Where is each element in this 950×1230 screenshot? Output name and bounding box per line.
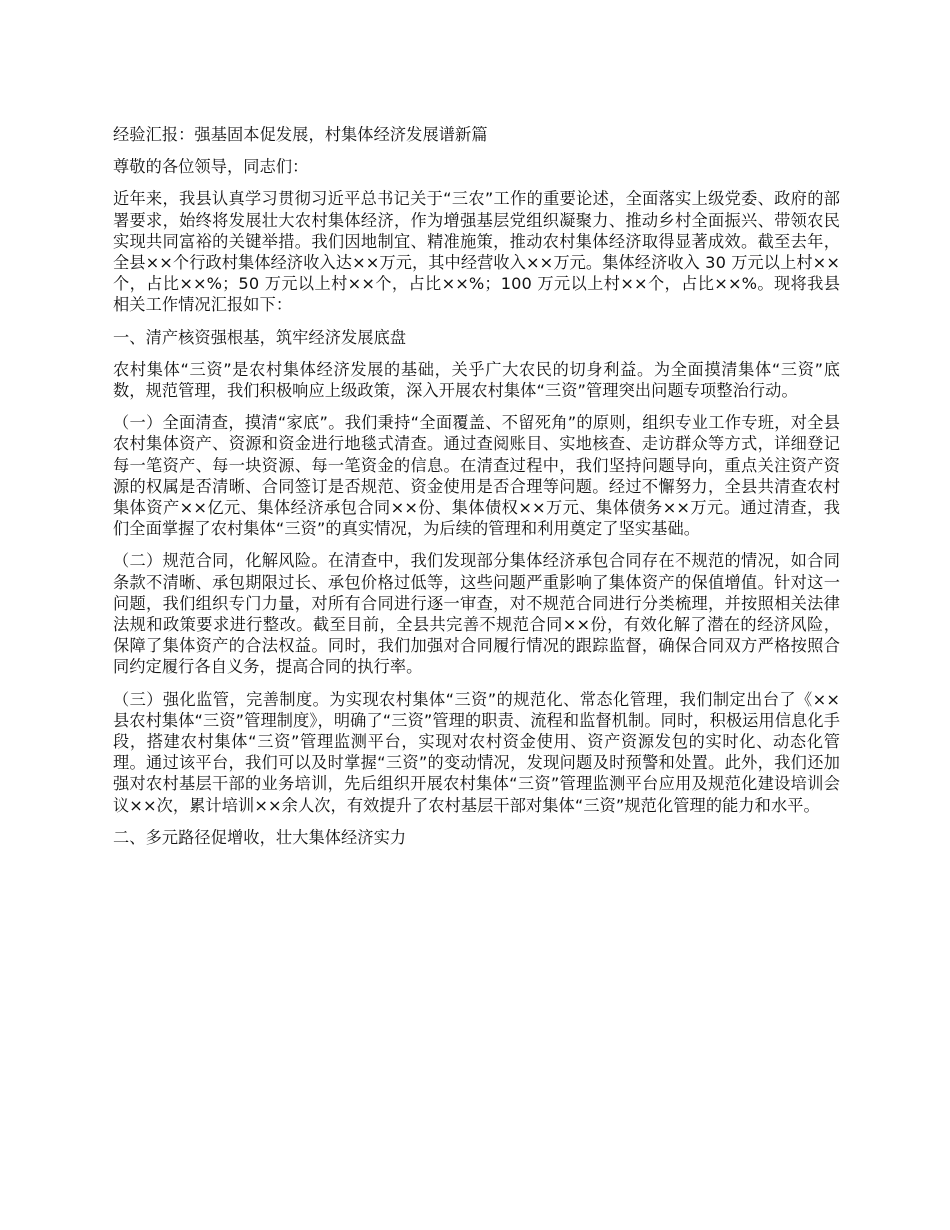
section-1-item-3-paragraph: （三）强化监管，完善制度。为实现农村集体“三资”的规范化、常态化管理，我们制定出台了《××县农村集体“三资”管理制度》，明确了“三资”管理的职责、流程和监督机制。同时，积极运用信息化手段，搭建农村集体“三资”管理监测平台，实现对农村资金使用、资产资源发包的实时化、动态化管理。通过该平台，我们可以及时掌握“三资”的变动情况，发现问题及时预警和处置。此外，我们还加强对农村基层干部的业务培训，先后组织开展农村集体“三资”管理监测平台应用及规范化建设培训会议××次，累计培训××余人次，有效提升了农村基层干部对集体“三资”规范化管理的能力和水平。 bbox=[113, 689, 840, 815]
document-title: 经验汇报：强基固本促发展，村集体经济发展谱新篇 bbox=[113, 125, 488, 144]
section-1-item-1-paragraph: （一）全面清查，摸清“家底”。我们秉持“全面覆盖、不留死角”的原则，组织专业工作专班，对全县农村集体资产、资源和资金进行地毯式清查。通过查阅账目、实地核查、走访群众等方式，详细登记每一笔资产、每一块资源、每一笔资金的信息。在清查过程中，我们坚持问题导向，重点关注资产资源的权属是否清晰、合同签订是否规范、资金使用是否合理等问题。经过不懈努力，全县共清查农村集体资产××亿元、集体经济承包合同××份、集体债权××万元、集体债务××万元。通过清查，我们全面掌握了农村集体“三资”的真实情况，为后续的管理和利用奠定了坚实基础。 bbox=[113, 413, 840, 539]
section-heading-2: 二、多元路径促增收，壮大集体经济实力 bbox=[113, 827, 407, 847]
intro-paragraph: 近年来，我县认真学习贯彻习近平总书记关于“三农”工作的重要论述，全面落实上级党委、政府的部署要求，始终将发展壮大农村集体经济，作为增强基层党组织凝聚力、推动乡村全面振兴、带领农民实现共同富裕的关键举措。我们因地制宜、精准施策，推动农村集体经济取得显著成效。截至去年，全县××个行政村集体经济收入达××万元，其中经营收入××万元。集体经济收入 30 万元以上村××个，占比××%；50 万元以上村××个，占比××%；100 万元以上村××个，占比××%。现将我县相关工作情况汇报如下： bbox=[113, 189, 840, 315]
greeting: 尊敬的各位领导，同志们： bbox=[113, 157, 309, 177]
section-1-item-2-paragraph: （二）规范合同，化解风险。在清查中，我们发现部分集体经济承包合同存在不规范的情况，如合同条款不清晰、承包期限过长、承包价格过低等，这些问题严重影响了集体资产的保值增值。针对这一问题，我们组织专门力量，对所有合同进行逐一审查，对不规范合同进行分类梳理，并按照相关法律法规和政策要求进行整改。截至目前，全县共完善不规范合同××份，有效化解了潜在的经济风险，保障了集体资产的合法权益。同时，我们加强对合同履行情况的跟踪监督，确保合同双方严格按照合同约定履行各自义务，提高合同的执行率。 bbox=[113, 551, 840, 677]
section-heading-1: 一、清产核资强根基，筑牢经济发展底盘 bbox=[113, 327, 407, 347]
section-1-intro-paragraph: 农村集体“三资”是农村集体经济发展的基础，关乎广大农民的切身利益。为全面摸清集体“三资”底数，规范管理，我们积极响应上级政策，深入开展农村集体“三资”管理突出问题专项整治行动。 bbox=[113, 359, 840, 401]
document-page bbox=[113, 124, 840, 859]
